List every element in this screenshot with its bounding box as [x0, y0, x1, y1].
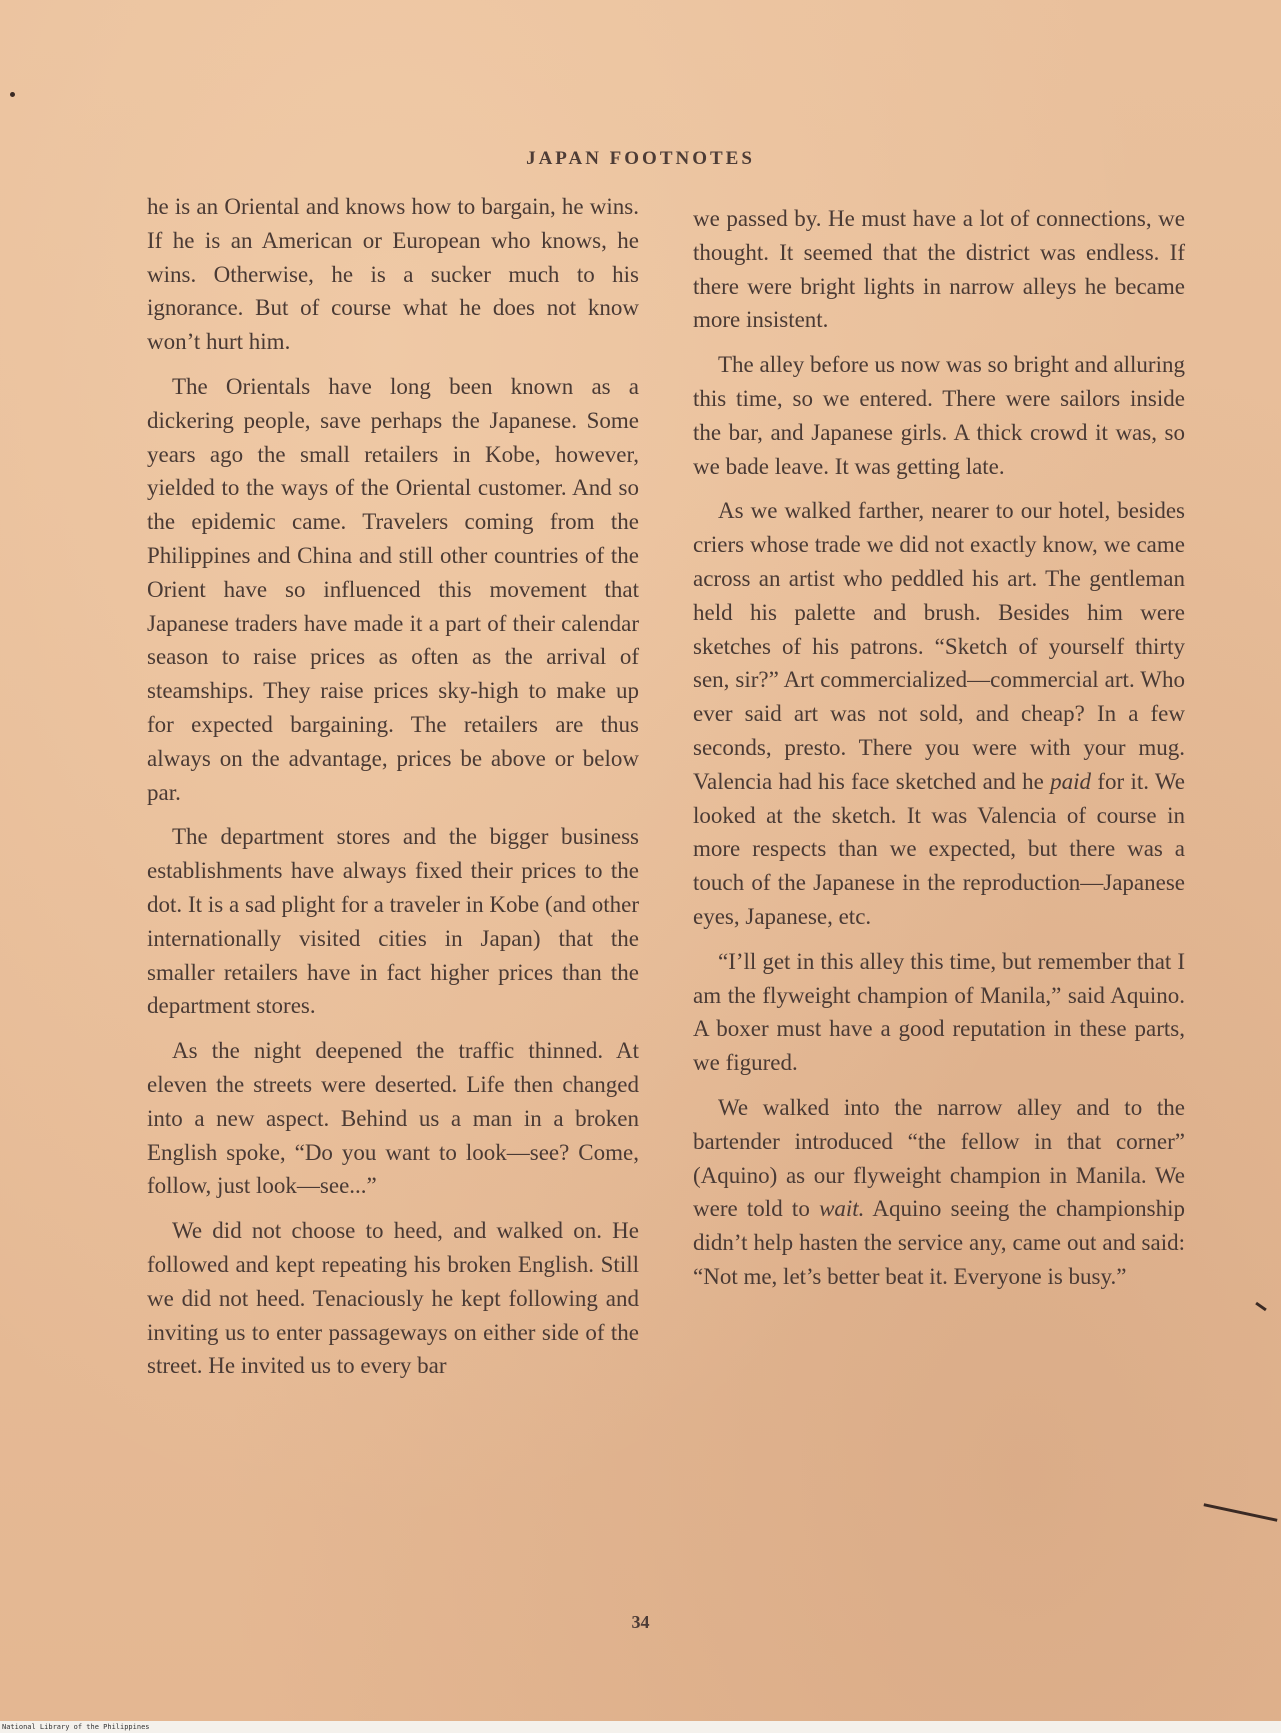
paragraph: The alley before us now was so bright and alluring this time, so we entered. There were sailors inside the bar, and Japanese girls. A thick crowd it was, so we bade leave. It was getting late.: [693, 352, 1185, 479]
paragraph-text: As we walked farther, nearer to our hotel, besides criers whose trade we did not exactly know, we came across an artist who peddled his art. The gentleman held his palette and brush. Besides him were sketches of his patrons. “Sketch of yourself thirty sen, sir?” Art commercialized—commercial art. Who ever said art was not sold, and cheap? In a few seconds, presto. There you were with your mug. Valencia had his face sketched and he: [693, 498, 1185, 794]
paragraph: “I’ll get in this alley this time, but remember that I am the flyweight champion of Manila,” said Aquino. A boxer must have a good reputation in these parts, we figured.: [693, 948, 1185, 1076]
paragraph: we passed by. He must have a lot of connections, we thought. It seemed that the district was endless. If there were bright lights in narrow alleys he became more insistent.: [693, 206, 1185, 333]
paragraph: he is an Oriental and knows how to bargain, he wins. If he is an American or European who knows, he wins. Otherwise, he is a sucker much to his ignorance. But of course what he does not know won’t hurt him.: [147, 194, 639, 355]
paragraph: [693, 494, 1185, 933]
left-column: [147, 190, 639, 1394]
paragraph-text: for it. We looked at the sketch. It was Valencia of course in more respects than we expected, but there was a touch of the Japanese in the reproduction—Japanese eyes, Japanese, etc.: [693, 768, 1185, 929]
speck-mark: [10, 92, 15, 97]
scratch-mark: [1255, 1302, 1267, 1311]
paragraph-text: We walked into the narrow alley and to the bartender introduced “the fellow in that corner” (Aquino) as our flyweight champion in Manila. We were told to: [693, 1094, 1185, 1222]
footer-strip: [0, 1721, 1281, 1733]
emphasis-text: wait.: [819, 1196, 865, 1222]
paragraph: The Orientals have long been known as a dickering people, save perhaps the Japanese. Some years ago the small retailers in Kobe, however, yielded to the ways of the Oriental customer. And so the epidemic came. Travelers coming from the Philippines and China and still other countries of the Orient have so influenced this movement that Japanese traders have made it a part of their calendar season to raise prices as often as the arrival of steamships. They raise prices sky-high to make up for expected bargaining. The retailers are thus always on the advantage, prices be above or below par.: [147, 373, 639, 805]
paragraph: As the night deepened the traffic thinned. At eleven the streets were deserted. Life then changed into a new aspect. Behind us a man in a broken English spoke, “Do you want to look—see? Come, follow, just look—see...”: [147, 1038, 639, 1199]
running-title: JAPAN FOOTNOTES: [526, 148, 755, 169]
library-credit: National Library of the Philippines: [2, 1723, 150, 1731]
page-number: 34: [631, 1612, 650, 1632]
scratch-mark: [1204, 1503, 1278, 1522]
right-column: [693, 202, 1185, 1305]
paragraph-text: Aquino seeing the championship didn’t help hasten the service any, came out and said: “Not me, let’s better beat it. Everyone is busy.”: [693, 1196, 1185, 1289]
paragraph: [693, 1091, 1185, 1294]
paragraph: The department stores and the bigger business establishments have always fixed their prices to the dot. It is a sad plight for a traveler in Kobe (and other internationally visited cities in Japan) that the smaller retailers have in fact higher prices than the department stores.: [147, 824, 639, 1019]
paragraph: We did not choose to heed, and walked on. He followed and kept repeating his broken English. Still we did not heed. Tenaciously he kept following and inviting us to enter passageways on either side of the street. He invited us to every bar: [147, 1218, 639, 1379]
emphasis-text: paid: [1050, 768, 1092, 794]
